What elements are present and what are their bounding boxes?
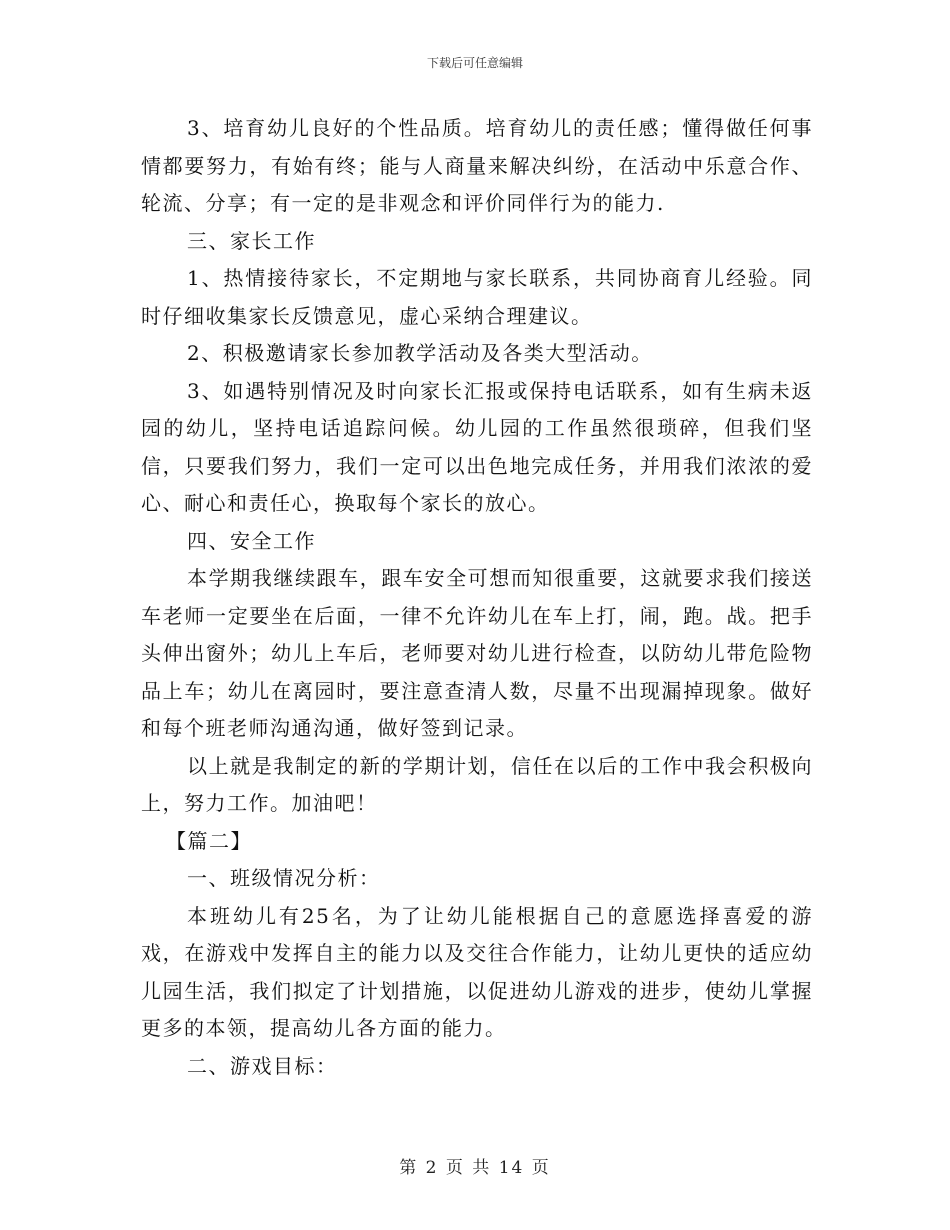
header-note: 下载后可任意编辑 xyxy=(426,56,523,70)
paragraph-special-situations: 3、如遇特别情况及时向家长汇报或保持电话联系，如有生病未返园的幼儿，坚持电话追踪问候。幼儿园的工作虽然很琐碎，但我们坚信，只要我们努力，我们一定可以出色地完成任务，并用我们浓浓的爱心、耐心和责任心，换取每个家长的放心。 xyxy=(141,378,813,515)
paragraph-receive-parents: 1、热情接待家长，不定期地与家长联系，共同协商育儿经验。同时仔细收集家长反馈意见，虚心采纳合理建议。 xyxy=(141,266,813,328)
paragraph-class-analysis: 本班幼儿有25名，为了让幼儿能根据自己的意愿选择喜爱的游戏，在游戏中发挥自主的能力以及交往合作能力，让幼儿更快的适应幼儿园生活，我们拟定了计划措施，以促进幼儿游戏的进步，使幼儿掌握更多的本领，提高幼儿各方面的能力。 xyxy=(141,903,813,1040)
paragraph-character-qualities: 3、培育幼儿良好的个性品质。培育幼儿的责任感；懂得做任何事情都要努力，有始有终；能与人商量来解决纠纷，在活动中乐意合作、轮流、分享；有一定的是非观念和评价同伴行为的能力. xyxy=(141,116,813,215)
document-body xyxy=(141,110,813,1085)
section-heading-safety-work: 四、安全工作 xyxy=(187,528,316,553)
paragraph-bus-safety: 本学期我继续跟车，跟车安全可想而知很重要，这就要求我们接送车老师一定要坐在后面，一律不允许幼儿在车上打，闹，跑。战。把手头伸出窗外；幼儿上车后，老师要对幼儿进行检查，以防幼儿带危险物品上车；幼儿在离园时，要注意查清人数，尽量不出现漏掉现象。做好和每个班老师沟通沟通，做好签到记录。 xyxy=(141,566,813,740)
section-heading-class-analysis: 一、班级情况分析： xyxy=(187,866,381,890)
chapter-heading-part-two: 【篇二】 xyxy=(166,828,252,853)
page-number: 第 2 页 共 14 页 xyxy=(399,1158,551,1178)
paragraph-invite-parents: 2、积极邀请家长参加教学活动及各类大型活动。 xyxy=(187,341,653,365)
section-heading-parent-work: 三、家长工作 xyxy=(187,228,316,253)
paragraph-conclusion: 以上就是我制定的新的学期计划，信任在以后的工作中我会积极向上，努力工作。加油吧！ xyxy=(141,753,813,815)
section-heading-game-goals: 二、游戏目标： xyxy=(187,1053,338,1078)
